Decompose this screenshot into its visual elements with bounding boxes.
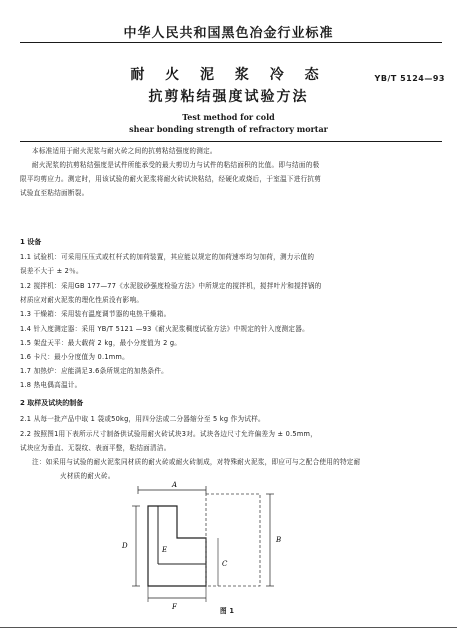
clause-1-7: 1.7 加热炉：应能满足3.6条所规定的加热条件。 [20, 367, 169, 375]
standard-category-header: 中华人民共和国黑色冶金行业标准 [123, 26, 334, 41]
label-b: B [276, 536, 282, 544]
intro-paragraph-2a: 耐火泥浆的抗剪粘结强度是试件所能承受的最大剪切力与试件的粘结面积的比值。即与结面的极 [32, 161, 320, 169]
clause-1-1a: 1.1 试验机：可采用压压式或杠杆式的加荷装置，其应能以规定的加荷速率均匀加荷，测力示值的 [20, 253, 315, 261]
title-line-2: 抗剪粘结强度试验方法 [148, 89, 309, 105]
clause-1-2b: 材质应对耐火泥浆的理化性质没有影响。 [20, 296, 144, 304]
intro-paragraph-2c: 试验直至粘结面断裂。 [20, 189, 89, 197]
clause-2-2a: 2.2 按照图1用下表所示尺寸制备供试验用耐火砖试块3对。试块各边尺寸允许偏差为 ± 0.5mm， [20, 430, 318, 438]
label-e: E [162, 546, 168, 554]
intro-paragraph-2b: 限平均剪应力。测定时，用该试验的耐火泥浆将耐火砖试块粘结，经硬化或烧后，于室温下进行抗剪 [20, 175, 322, 183]
clause-1-3: 1.3 干燥箱：采用装有温度调节器的电热干燥箱。 [20, 310, 171, 318]
label-a: A [172, 481, 178, 489]
mating-block-outline [206, 494, 260, 586]
english-title-1: Test method for cold [182, 112, 275, 122]
standard-code: YB/T 5124—93 [374, 74, 445, 83]
specimen-outline [148, 506, 206, 586]
note-a: 注：如采用与试验的耐火泥浆同材质的耐火砖或耐火砖制成，对特殊耐火泥浆，即应可与之配合使用的特定耐 [32, 458, 361, 466]
label-d: D [122, 542, 128, 550]
section-1-heading: 1 设备 [20, 238, 42, 246]
label-f: F [172, 603, 177, 611]
title-rule [20, 141, 442, 142]
intro-paragraph-1: 本标准适用于耐火泥浆与耐火砖之间的抗剪粘结强度的测定。 [32, 147, 217, 155]
clause-2-1: 2.1 从每一批产品中取 1 袋或50kg，用四分法或二分器缩分至 5 kg 作为试样。 [20, 415, 265, 423]
header-rule [20, 42, 442, 43]
clause-1-2a: 1.2 搅拌机：采用GB 177—77《水泥胶砂强度检验方法》中所规定的搅拌机，搅拌叶片和搅拌锅的 [20, 282, 322, 290]
title-line-1: 耐 火 泥 浆 冷 态 [130, 67, 327, 83]
clause-1-6: 1.6 卡尺：最小分度值为 0.1mm。 [20, 353, 129, 361]
clause-2-2b: 试块应为垂直、无裂纹、表面平整，粘结面清洁。 [20, 444, 171, 452]
english-title-2: shear bonding strength of refractory mortar [129, 124, 328, 134]
section-2-heading: 2 取样及试块的制备 [20, 399, 84, 407]
clause-1-4: 1.4 针入度测定器：采用 YB/T 5121 —93《耐火泥浆稠度试验方法》中规定的针入度测定器。 [20, 325, 309, 333]
clause-1-5: 1.5 架盘天平：最大载荷 2 kg，最小分度值为 2 g。 [20, 339, 182, 347]
label-c: C [222, 560, 228, 568]
clause-1-1b: 误差不大于 ± 2％。 [20, 267, 83, 275]
figure-1-drawing [110, 476, 340, 611]
note-b: 火材质的耐火砖。 [60, 472, 115, 480]
clause-1-8: 1.8 热电偶高温计。 [20, 381, 82, 389]
figure-1-caption: 图 1 [220, 607, 235, 615]
bottom-edge-rule [0, 627, 457, 628]
